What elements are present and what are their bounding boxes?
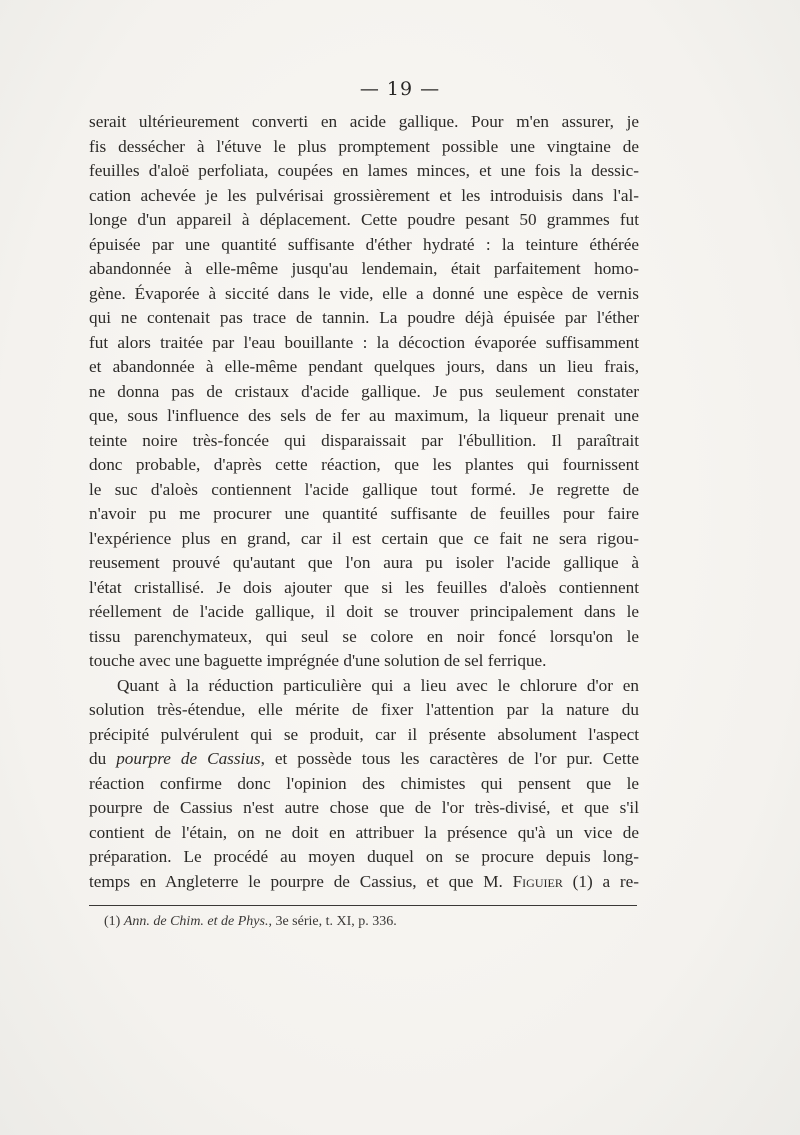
- text-line: préparation. Le procédé au moyen duquel on se procure depuis long-: [89, 847, 639, 866]
- text-line: gène. Évaporée à siccité dans le vide, elle a donné une espèce de vernis: [89, 283, 639, 303]
- text-line: que, sous l'influence des sels de fer au maximum, la liqueur prenait une: [89, 406, 639, 425]
- text-line: et abandonnée à elle-même pendant quelques jours, dans un lieu frais,: [89, 357, 639, 376]
- text-line: le suc d'aloès contiennent l'acide gallique tout formé. Je regrette de: [89, 479, 639, 499]
- text-line: feuilles d'aloë perfoliata, coupées en lames minces, et une fois la dessic-: [89, 161, 639, 180]
- text-line: serait ultérieurement converti en acide gallique. Pour m'en assurer, je: [89, 112, 639, 131]
- text-line: ne donna pas de cristaux d'acide gallique. Je pus seulement constater: [89, 381, 639, 401]
- text-line: donc probable, d'après cette réaction, que les plantes qui fournissent: [89, 455, 639, 474]
- text-line: longe d'un appareil à déplacement. Cette poudre pesant 50 grammes fut: [89, 210, 639, 229]
- text-line: pourpre de Cassius n'est autre chose que de l'or très-divisé, et que s'il: [89, 798, 639, 817]
- author-name: Figuier: [512, 871, 563, 891]
- text-line: épuisée par une quantité suffisante d'éther hydraté : la teinture éthérée: [89, 234, 639, 254]
- italic-term: pourpre de Cassius: [116, 749, 261, 768]
- text-line: abandonnée à elle-même jusqu'au lendemain, était parfaitement homo-: [89, 259, 639, 278]
- text-fragment: du: [89, 749, 107, 768]
- text-line: réaction confirme donc l'opinion des chimistes qui pensent que le: [89, 773, 639, 793]
- text-line: teinte noire très-foncée qui disparaissait par l'ébullition. Il paraîtrait: [89, 430, 639, 450]
- text-line: cation achevée je les pulvérisai grossièrement et les introduisis dans l'al-: [89, 185, 639, 205]
- footnote-details: , 3e série, t. XI, p. 336.: [268, 914, 397, 929]
- text-fragment: temps en Angleterre le pourpre de Cassius, et que M.: [89, 871, 503, 891]
- text-line-mixed: [89, 870, 639, 895]
- text-line: tissu parenchymateux, qui seul se colore en noir foncé lorsqu'on le: [89, 626, 639, 646]
- text-line: touche avec une baguette imprégnée d'une solution de sel ferrique.: [89, 651, 547, 670]
- text-line: solution très-étendue, elle mérite de fixer l'attention par la nature du: [89, 700, 639, 719]
- text-line: précipité pulvérulent qui se produit, car il présente absolument l'aspect: [89, 724, 639, 744]
- footnote-marker: (1): [104, 914, 121, 929]
- text-line: Quant à la réduction particulière qui a lieu avec le chlorure d'or en: [117, 675, 639, 695]
- body-text: [89, 110, 639, 894]
- text-line: fut alors traitée par l'eau bouillante : la décoction évaporée suffisamment: [89, 332, 639, 352]
- footnote: [104, 914, 397, 930]
- text-line: fis dessécher à l'étuve le plus promptement possible une vingtaine de: [89, 136, 639, 156]
- text-line: l'état cristallisé. Je dois ajouter que si les feuilles d'aloès contiennent: [89, 577, 639, 597]
- footnote-source: Ann. de Chim. et de Phys.: [123, 914, 269, 929]
- text-line: reusement prouvé qu'autant que l'on aura pu isoler l'acide gallique à: [89, 553, 639, 572]
- text-fragment: , et possède tous les caractères de l'or pur. Cette: [260, 749, 639, 768]
- footnote-divider: [89, 905, 637, 906]
- page-number: — 19 —: [359, 78, 441, 100]
- text-line-mixed: [89, 747, 639, 772]
- footnote-reference: (1) a re-: [572, 871, 640, 891]
- text-line: n'avoir pu me procurer une quantité suffisante de feuilles pour faire: [89, 504, 639, 523]
- text-line: réellement de l'acide gallique, il doit se trouver principalement dans le: [89, 602, 639, 621]
- text-line: contient de l'étain, on ne doit en attribuer la présence qu'à un vice de: [89, 822, 639, 842]
- text-line: qui ne contenait pas trace de tannin. La poudre déjà épuisée par l'éther: [89, 308, 639, 327]
- text-line: l'expérience plus en grand, car il est certain que ce fait ne sera rigou-: [89, 528, 639, 548]
